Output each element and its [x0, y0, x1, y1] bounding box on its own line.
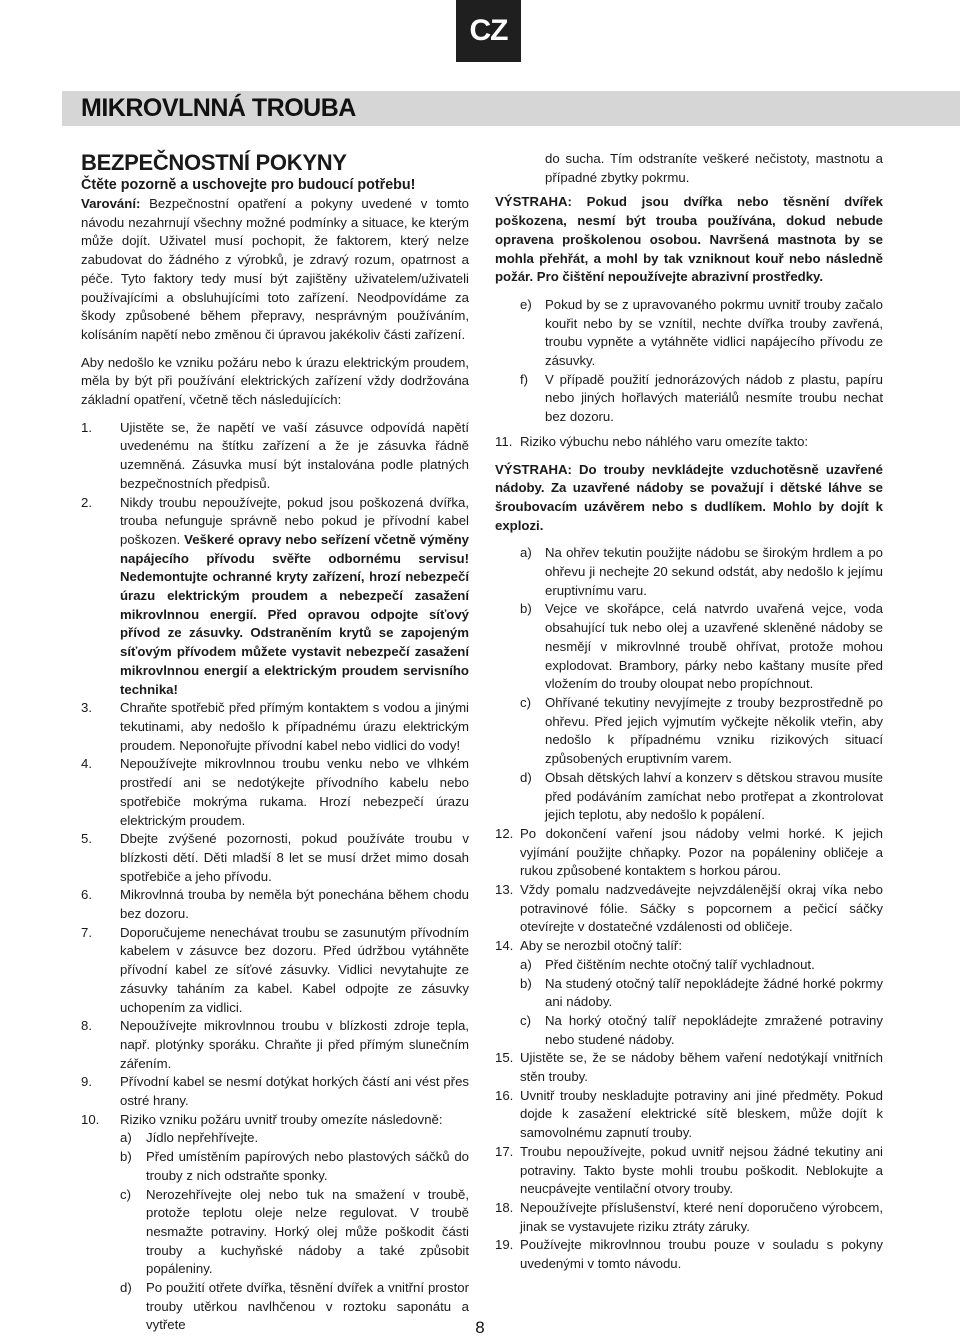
- item-text: Po dokončení vaření jsou nádoby velmi horké. K jejich vyjímání použijte chňapky. Pozor na popáleniny obličeje a rukou způsobené kontaktem s horkou párou.: [520, 825, 883, 879]
- item-text: Doporučujeme nenechávat troubu se zasunutým přívodním kabelem v zásuvce bez dozoru. Před údržbou vytáhněte přívodní kabel ze síťové zásuvky. Vidlici nevytahujte ze zásuvky taháním za kabel. Kabel odpojte ze zásuvky uchopením za vidlici.: [120, 924, 469, 1015]
- item-text: Nepoužívejte příslušenství, které není doporučeno výrobcem, jinak se vystavujete riziku ztráty záruky.: [520, 1199, 883, 1234]
- sub-item-text: Nerozehřívejte olej nebo tuk na smažení v troubě, protože teplotu oleje nelze regulovat. V troubě nesmažte potraviny. Horký olej může poškodit části trouby a kuchyňské nádoby a také způsobit popáleniny.: [146, 1186, 469, 1277]
- intro-paragraph: Aby nedošlo ke vzniku požáru nebo k úrazu elektrickým proudem, měla by být při používání elektrických zařízení vždy dodržována základní opatření, včetně těch následujících:: [81, 354, 469, 408]
- warning-label: Varování:: [81, 196, 141, 211]
- sub-item: [495, 600, 883, 694]
- item-text: Ujistěte se, že se nádoby během vaření nedotýkají vnitřních stěn trouby.: [520, 1050, 883, 1085]
- sub-item: [120, 1148, 469, 1185]
- continued-text: do sucha. Tím odstraníte veškeré nečistoty, mastnotu a případné zbytky pokrmu.: [545, 151, 883, 185]
- list-item: [81, 419, 469, 494]
- list-item: [495, 433, 883, 452]
- sub-item-text: Na ohřev tekutin použijte nádobu se širokým hrdlem a po ohřevu ji nechejte 20 sekund odstát, aby nedošlo k jejímu eruptivnímu varu.: [545, 545, 883, 598]
- sub-item: [495, 694, 883, 769]
- list-item: [81, 1073, 469, 1110]
- sub-item-text: V případě použití jednorázových nádob z plastu, papíru nebo jiných hořlavých materiálů nesmíte troubu nechat bez dozoru.: [545, 371, 883, 425]
- list-item: [81, 830, 469, 886]
- sub-item-letter: d): [520, 769, 532, 785]
- sub-item-letter: c): [120, 1186, 131, 1202]
- right-column: [495, 150, 883, 1274]
- item-text-bold: Veškeré opravy nebo seřízení včetně výměny napájecího přívodu svěřte odbornému servisu! Nedemontujte ochranné kryty zařízení, hrozí nebezpečí úrazu elektrickým proudem a nebezpečí zasažení mikrovlnnou energií. Před opravou odpojte síťový přívod ze zásuvky. Odstraněním krytů se zapojeným síťovým přívodem můžete vystavit nebezpečí zasažení mikrovlnnou energií a elektrickým proudem servisního technika!: [120, 531, 470, 697]
- sub-item-text: Jídlo nepřehřívejte.: [146, 1130, 259, 1146]
- section-title: BEZPEČNOSTNÍ POKYNY: [81, 150, 347, 175]
- sub-item-letter: c): [520, 694, 531, 710]
- item-number: 19.: [495, 1237, 514, 1253]
- sub-item: [495, 956, 883, 975]
- item-number: 10.: [81, 1111, 100, 1127]
- item-text: Přívodní kabel se nesmí dotýkat horkých částí ani vést přes ostré hrany.: [120, 1074, 469, 1109]
- item-number: 16.: [495, 1087, 514, 1103]
- page-number: 8: [475, 1318, 485, 1337]
- language-badge: CZ: [456, 0, 521, 62]
- item-text: Aby se nerozbil otočný talíř:: [520, 938, 682, 954]
- item-text: Dbejte zvýšené pozornosti, pokud používáte troubu v blízkosti dětí. Děti mladší 8 let se musí držet mimo dosah spotřebiče a jeho přívodu.: [120, 831, 469, 884]
- item-number: 4.: [81, 756, 92, 772]
- list-item: [81, 755, 469, 830]
- item-number: 5.: [81, 831, 92, 847]
- item-number: 6.: [81, 887, 92, 903]
- list-item: [495, 1087, 883, 1143]
- item-text: Troubu nepoužívejte, pokud uvnitř nejsou žádné tekutiny ani potraviny. Takto byste mohli troubu poškodit. Neblokujte a neucpávejte ventilační otvory trouby.: [520, 1143, 883, 1197]
- item-text: Nepoužívejte mikrovlnnou troubu venku nebo ve vlhkém prostředí ani se nedotýkejte přívodního kabelu nebo spotřebiče mokrýma rukama. Hrozí nebezpečí úrazu elektrickým proudem.: [120, 756, 469, 828]
- sub-item-letter: e): [520, 296, 532, 312]
- page-title: MIKROVLNNÁ TROUBA: [81, 94, 356, 122]
- sub-item-letter: a): [520, 956, 532, 972]
- sub-item: [495, 296, 883, 371]
- item-text: Používejte mikrovlnnou troubu pouze v souladu s pokyny uvedenými v tomto návodu.: [520, 1237, 883, 1272]
- list-item: [495, 881, 883, 937]
- item-number: 13.: [495, 882, 514, 898]
- sub-item: [495, 1012, 883, 1049]
- warning-paragraph: [81, 195, 469, 345]
- sub-item: [495, 975, 883, 1012]
- list-item: [81, 924, 469, 1018]
- item-number: 17.: [495, 1143, 514, 1159]
- item-text: Riziko výbuchu nebo náhlého varu omezíte takto:: [520, 433, 809, 449]
- sub-item-text: Pokud by se z upravovaného pokrmu uvnitř trouby začalo kouřit nebo by se vznítil, nechte dvířka trouby zavřená, troubu vypněte a vytáhněte vidlici napájecího přívodu ze zásuvky.: [545, 296, 883, 369]
- sub-item-letter: a): [520, 545, 532, 561]
- sub-item-letter: f): [520, 371, 529, 387]
- sub-item-letter: a): [120, 1130, 132, 1146]
- sub-item-text: Po použití otřete dvířka, těsnění dvířek a vnitřní prostor trouby utěrkou navlhčenou v roztoku saponátu a vytřete: [146, 1280, 469, 1333]
- sub-item-letter: b): [520, 601, 532, 617]
- item-number: 7.: [81, 924, 92, 940]
- item-text: Riziko vzniku požáru uvnitř trouby omezíte následovně:: [120, 1111, 443, 1127]
- list-item: [81, 699, 469, 755]
- list-item: [495, 1199, 883, 1236]
- item-text: Nepoužívejte mikrovlnnou troubu v blízkosti zdroje tepla, např. plotýnky sporáku. Chraňte ji před přímým slunečním zářením.: [120, 1018, 469, 1071]
- section-subtitle: Čtěte pozorně a uschovejte pro budoucí potřebu!: [81, 177, 416, 193]
- item-text-regular: Nikdy troubu nepoužívejte, pokud jsou poškozená dvířka, trouba nefunguje správně nebo pokud je přívodní kabel poškozen.: [120, 494, 469, 547]
- left-column: [81, 150, 469, 1335]
- item-number: 8.: [81, 1018, 92, 1034]
- sub-item-text: Na studený otočný talíř nepokládejte žádné horké pokrmy ani nádoby.: [545, 975, 883, 1010]
- sub-item: [495, 544, 883, 600]
- sub-item-text: Vejce ve skořápce, celá natvrdo uvařená vejce, voda obsahující tuk nebo olej a uzavřené skleněné nádoby se nesmějí v mikrovlnné troubě ohřívat, protože mohou explodovat. Brambory, párky nebo kaštany musíte před vložením do trouby oloupat nebo propíchnout.: [545, 601, 883, 692]
- item-number: 12.: [495, 825, 514, 841]
- item-number: 11.: [495, 433, 513, 449]
- sub-item-letter: b): [520, 975, 532, 991]
- warning-containers: VÝSTRAHA: Do trouby nevkládejte vzduchotěsně uzavřené nádoby. Za uzavřené nádoby se považují i dětské láhve se šroubovacím uzávěrem nebo s dudlíkem. Mohlo by dojít k explozi.: [495, 461, 883, 533]
- item-text: Ujistěte se, že napětí ve vaší zásuvce odpovídá napětí uvedenému na štítku zařízení a že je zásuvka řádně uzemněná. Zásuvka musí být instalována podle platných bezpečnostních předpisů.: [120, 419, 469, 491]
- warning-text: Bezpečnostní opatření a pokyny uvedené v tomto návodu nezahrnují všechny možné podmínky a situace, ke kterým může dojít. Uživatel musí pochopit, že faktorem, který nelze zabudovat do žádného z výrobků, je zdravý rozum, opatrnost a péče. Tyto faktory tedy musí být zajištěny uživatelem/uživateli používajícími a obsluhujícími toto zařízení. Neodpovídáme za škody způsobené během přepravy, nesprávným používáním, kolísáním napětí nebo změnou či úpravou jakékoliv části zařízení.: [81, 196, 469, 342]
- item-text: Chraňte spotřebič před přímým kontaktem s vodou a jinými tekutinami, aby nedošlo k případnému úrazu elektrickým proudem. Neponořujte přívodní kabel nebo vidlici do vody!: [120, 700, 469, 753]
- sub-item-letter: c): [520, 1012, 531, 1028]
- sub-item-letter: b): [120, 1149, 132, 1165]
- list-item: [495, 1143, 883, 1199]
- sub-item-text: Obsah dětských lahví a konzerv s dětskou stravou musíte před podáváním zamíchat nebo protřepat a zkontrolovat jejich teplotu, aby nedošlo k popálení.: [545, 769, 883, 823]
- list-item: [495, 1236, 883, 1273]
- sub-item-text: Před umístěním papírových nebo plastových sáčků do trouby z nich odstraňte sponky.: [146, 1149, 469, 1183]
- list-item: [81, 1017, 469, 1073]
- item-text: Vždy pomalu nadzvedávejte nejvzdálenější okraj víka nebo potravinové fólie. Sáčky s popcornem a pečicí sáčky otevírejte v dostatečné vzdálenosti od obličeje.: [520, 882, 883, 935]
- item-text: [120, 494, 469, 700]
- sub-item: [495, 371, 883, 427]
- item-number: 14.: [495, 938, 514, 954]
- item-text: Uvnitř trouby neskladujte potraviny ani jiné předměty. Pokud dojde k zasažení elektrické sítě bleskem, může dojít k samovolnému zapnutí trouby.: [520, 1087, 883, 1141]
- list-item: [81, 1111, 469, 1130]
- list-item: [495, 937, 883, 956]
- list-item: [81, 494, 469, 700]
- list-item: [81, 886, 469, 923]
- item-number: 9.: [81, 1074, 92, 1090]
- item-number: 3.: [81, 700, 92, 716]
- sub-item: [120, 1186, 469, 1280]
- item-number: 18.: [495, 1199, 514, 1215]
- warning-door: VÝSTRAHA: Pokud jsou dvířka nebo těsnění dvířek poškozena, nesmí být trouba používána, dokud nebude opravena proškolenou osobou. Navršená mastnota by se mohla přehřát, a mohl by tak vzniknout kouř nebo následně požár. Pro čištění nepoužívejte abrazivní prostředky.: [495, 194, 883, 285]
- list-item: [495, 825, 883, 881]
- list-item: [495, 1049, 883, 1086]
- item-text: Mikrovlnná trouba by neměla být ponechána během chodu bez dozoru.: [120, 887, 469, 922]
- item-number: 2.: [81, 494, 92, 510]
- sub-item-letter: d): [120, 1280, 132, 1296]
- sub-item: [495, 769, 883, 825]
- sub-item-text: Na horký otočný talíř nepokládejte zmražené potraviny nebo studené nádoby.: [545, 1012, 883, 1047]
- sub-item: [120, 1129, 469, 1148]
- item-number: 15.: [495, 1050, 514, 1066]
- sub-item-text: Před čištěním nechte otočný talíř vychladnout.: [545, 956, 815, 972]
- safety-list-left: [81, 419, 469, 1335]
- sub-item-text: Ohřívané tekutiny nevyjímejte z trouby bezprostředně po ohřevu. Před jejich vyjmutím vyčkejte několik vteřin, aby nedošlo k případnému vzniku rizikových situací způsobených eruptivním varem.: [545, 694, 883, 767]
- item-number: 1.: [81, 419, 92, 435]
